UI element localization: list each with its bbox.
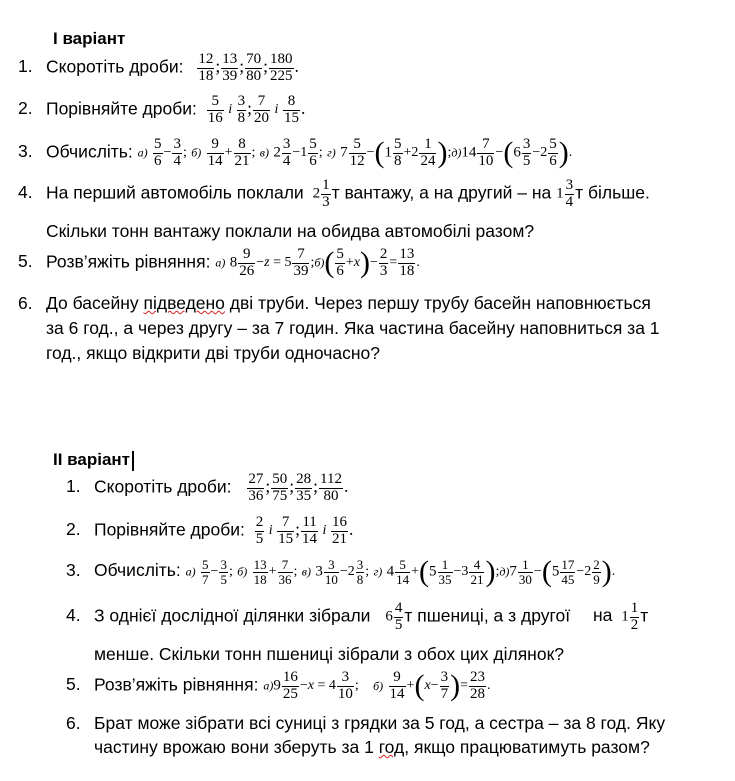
v2-task-2: 2. Порівняйте дроби: $\frac{2}{5}$ і $\frac{7}{15}$ ; $\frac{11}{14}$ і $\frac{16}{21}$ .: [66, 514, 354, 547]
v1-task-3: 3. Обчисліть: а) $\frac{5}{6}$ − $\frac{3}{4}$ ; б) $\frac{9}{14}$ + $\frac{8}{21}$ ; в) 2 $\frac{3}{4}$ −1 $\frac{5}{6}$ ; г) 7 $\frac{5}{12}$ −(1 $\frac{5}{8}$ +2 $\frac{1}{24}$ );д)14 $\frac{7}{10}$ −(6 $\frac{3}{5}$ −2 $\frac{5}{6}$ ).: [18, 136, 573, 170]
v1-task-6-line-2: за 6 год., а через другу – за 7 годин. Яка частина басейну наповниться за 1: [46, 318, 660, 338]
v1-task-6: 6. До басейну підведено дві труби. Через першу трубу басейн наповнюється: [18, 293, 651, 313]
v2-task-1: 1. Скоротіть дроби: $\frac{27}{36}$ ; $\frac{50}{75}$ ; $\frac{28}{35}$ ; $\frac{112}{80}$ .: [66, 471, 349, 504]
v1-task-4: 4. На перший автомобіль поклали 2 $\frac{1}{3}$ т вантажу, а на другий – на 1 $\frac{3}{4}$ т більше.: [18, 177, 650, 210]
v2-task-6: 6. Брат може зібрати всі суниці з грядки за 5 год, а сестра – за 8 год. Яку: [66, 713, 666, 733]
v1-task-1-fractions: $\frac{12}{18}$ ; $\frac{13}{39}$ ; $\frac{70}{80}$ ; $\frac{180}{225}$ .: [198, 51, 299, 84]
text-cursor: [132, 451, 134, 471]
v2-task-3: 3. Обчисліть: а) $\frac{5}{7}$ − $\frac{3}{5}$ ; б) $\frac{13}{18}$ + $\frac{7}{36}$ ; в) 3 $\frac{3}{10}$ −2 $\frac{3}{8}$ ; г) 4 $\frac{5}{14}$ +(5 $\frac{1}{35}$ −3 $\frac{4}{21}$ );д)7 $\frac{1}{30}$ −(5 $\frac{17}{45}$ −2 $\frac{2}{9}$ ).: [66, 555, 616, 588]
v2-task-6-line-2: частину врожаю вони зберуть за 1 год, якщо працюватимуть разом?: [94, 737, 650, 757]
v1-task-5: 5. Розв’яжіть рівняння: а) 8 $\frac{9}{26}$ −z = 5 $\frac{7}{39}$ ;б)( $\frac{5}{6}$ +x)− $\frac{2}{3}$ = $\frac{13}{18}$ .: [18, 246, 420, 280]
variant-2-title: ІІ варіант: [53, 450, 134, 471]
v1-task-6-line-3: год., якщо відкрити дві труби одночасно?: [46, 343, 381, 363]
v1-task-4-line-2: Скільки тонн вантажу поклали на обидва автомобілі разом?: [46, 221, 535, 241]
variant-1-title: І варіант: [53, 29, 126, 48]
v1-task-1: 1. Скоротіть дроби: $\frac{12}{18}$ ; $\frac{13}{39}$ ; $\frac{70}{80}$ ; $\frac{180}{225}$ .: [18, 51, 299, 84]
v2-task-5: 5. Розв’яжіть рівняння: а)9 $\frac{16}{25}$ −x = 4 $\frac{3}{10}$ ; б) $\frac{9}{14}$ +(x− $\frac{3}{7}$ )= $\frac{23}{28}$ .: [66, 669, 491, 703]
v2-task-4-line-2: менше. Скільки тонн пшениці зібрали з обох цих ділянок?: [94, 644, 564, 664]
v1-task-2: 2. Порівняйте дроби: $\frac{5}{16}$ і $\frac{3}{8}$ ; $\frac{7}{20}$ і $\frac{8}{15}$ .: [18, 93, 306, 126]
v2-task-4: 4. З однієї дослідної ділянки зібрали 6 $\frac{4}{5}$ т пшениці, а з другої на 1 $\frac{1}{2}$ т: [66, 600, 649, 633]
